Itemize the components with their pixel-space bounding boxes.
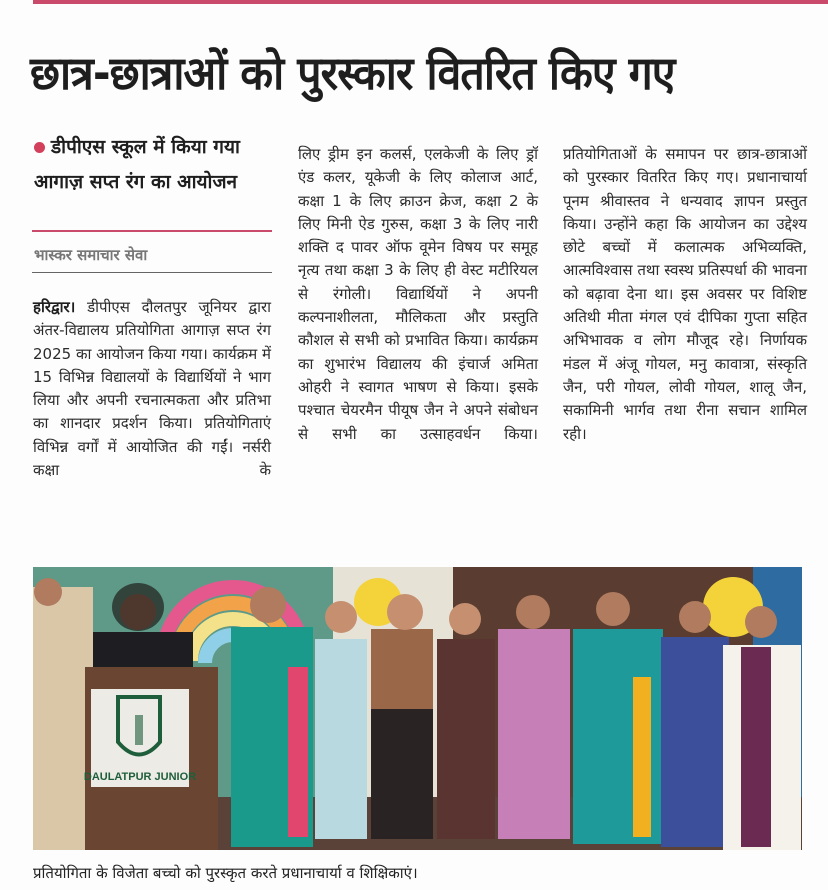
article-column-3 xyxy=(563,143,807,446)
column-1-text: डीपीएस दौलतपुर जूनियर द्वारा अंतर-विद्यालय प्रतियोगिता आगाज़ सप्त रंग 2025 का आयोजन किया गया। कार्यक्रम में 15 विभिन्न विद्यालयों के विद्यार्थियों ने भाग लिया और अपनी रचनात्मकता और प्रतिभा का शानदार प्रदर्शन किया। प्रतियोगिताएं विभिन्न वर्गों में आयोजित की गईं। नर्सरी कक्षा के xyxy=(33,298,271,480)
subheadline-text: डीपीएस स्कूल में किया गया आगाज़ सप्त रंग का आयोजन xyxy=(34,136,240,193)
dateline: हरिद्वार। xyxy=(33,298,76,316)
event-photo xyxy=(33,567,802,850)
byline: भास्कर समाचार सेवा xyxy=(34,246,148,264)
podium-sign-text: DAULATPUR JUNIOR xyxy=(83,771,197,783)
article-column-2 xyxy=(298,143,538,446)
top-rule xyxy=(33,0,828,4)
byline-divider xyxy=(32,272,272,273)
column-3-text: प्रतियोगिताओं के समापन पर छात्र-छात्राओं को पुरस्कार वितरित किए गए। प्रधानाचार्या पूनम श्रीवास्तव ने धन्यवाद ज्ञापन प्रस्तुत किया। उन्होंने कहा कि आयोजन का उद्देश्य छोटे बच्चों में कलात्मक अभिव्यक्ति, आत्मविश्वास तथा स्वस्थ प्रतिस्पर्धा की भावना को बढ़ावा देना था। इस अवसर पर विशिष्ट अतिथी मीता मंगल एवं दीपिका गुप्ता सहित अभिभावक व लोग मौजूद रहे। निर्णायक मंडल में अंजू गोयल, मनु कावात्रा, संस्कृति जैन, परी गोयल, लोवी गोयल, शालू जैन, सकामिनी भार्गव तथा रीना सचान शामिल रही। xyxy=(563,145,807,443)
subheadline xyxy=(34,130,274,200)
article-column-1 xyxy=(33,296,271,482)
photo-caption: प्रतियोगिता के विजेता बच्चो को पुरस्कृत करते प्रधानाचार्या व शिक्षिकाएं। xyxy=(33,864,418,882)
bullet-icon xyxy=(34,142,45,153)
subheadline-divider xyxy=(32,230,272,232)
headline: छात्र-छात्राओं को पुरस्कार वितरित किए गए xyxy=(30,46,675,100)
column-2-text: लिए ड्रीम इन कलर्स, एलकेजी के लिए ड्रॉ एंड कलर, यूकेजी के लिए कोलाज आर्ट, कक्षा 1 के लिए क्राउन क्रेज, कक्षा 2 के लिए मिनी ऐड गुरुस, कक्षा 3 के लिए नारी शक्ति द पावर ऑफ वूमेन विषय पर समूह नृत्य तथा कक्षा 3 के लिए ही वेस्ट मटीरियल से रंगोली। विद्यार्थियों ने अपनी कल्पनाशीलता, मौलिकता और प्रस्तुति कौशल से सभी को प्रभावित किया। कार्यक्रम का शुभारंभ विद्यालय की इंचार्ज अमिता ओहरी ने स्वागत भाषण से किया। इसके पश्चात चेयरमैन पीयूष जैन ने अपने संबोधन से सभी का उत्साहवर्धन किया। xyxy=(298,145,538,443)
